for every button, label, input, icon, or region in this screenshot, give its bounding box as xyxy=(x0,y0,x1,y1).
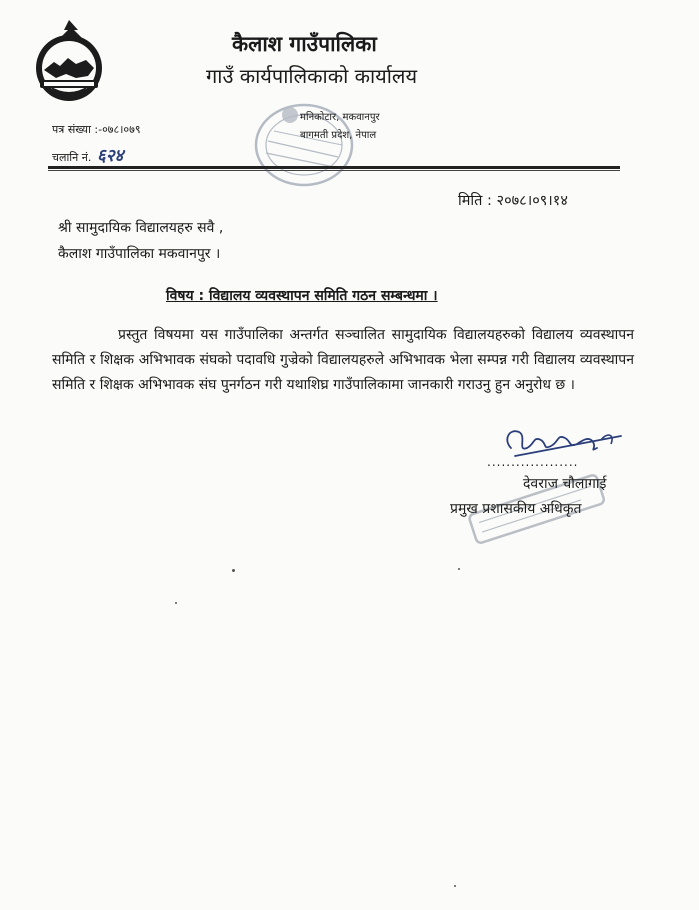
letter-body: प्रस्तुत विषयमा यस गाउँपालिका अन्तर्गत सञ्चालित सामुदायिक विद्यालयहरुको विद्यालय व्यवस्थापन समिति र शिक्षक अभिभावक संघको पदावधि गुज्रेको विद्यालयहरुले अभिभावक भेला सम्पन्न गरी विद्यालय व्यवस्थापन समिति र शिक्षक अभिभावक संघ पुनर्गठन गरी यथाशिघ्र गाउँपालिकामा जानकारी गराउनु हुन अनुरोध छ । xyxy=(52,327,634,393)
scan-speck xyxy=(175,602,177,604)
dispatch-number: ६२४ xyxy=(96,146,124,166)
header-divider-thin xyxy=(48,170,620,171)
header-divider xyxy=(48,166,620,169)
letter-number: पत्र संख्या :-०७८।०७९ xyxy=(52,123,141,136)
recipient-line-1: श्री सामुदायिक विद्यालयहरु सवै , xyxy=(58,220,224,236)
letter-date: मिति : २०७८।०९।१४ xyxy=(458,193,568,209)
address-line-2: बागमती प्रदेश, नेपाल xyxy=(300,130,377,141)
address-line-1: मनिकोटार, मकवानपुर xyxy=(300,112,380,123)
scan-speck xyxy=(458,568,460,570)
signer-title: प्रमुख प्रशासकीय अधिकृत xyxy=(450,501,582,517)
signer-name: देवराज चौलागाई xyxy=(523,476,607,492)
dispatch-line xyxy=(52,143,123,166)
office-subtitle: गाउँ कार्यपालिकाको कार्यालय xyxy=(206,64,418,88)
government-emblem-icon xyxy=(30,18,108,104)
dispatch-label: चलानि नं. xyxy=(52,151,92,164)
recipient-line-2: कैलाश गाउँपालिका मकवानपुर । xyxy=(58,246,221,262)
office-name: कैलाश गाउँपालिका xyxy=(232,32,377,56)
scan-speck xyxy=(454,885,456,887)
scan-speck xyxy=(232,569,235,572)
signature-dots: ................... xyxy=(487,455,579,469)
letter-subject: विषय : विद्यालय व्यवस्थापन समिति गठन सम्बन्धमा । xyxy=(166,288,438,304)
